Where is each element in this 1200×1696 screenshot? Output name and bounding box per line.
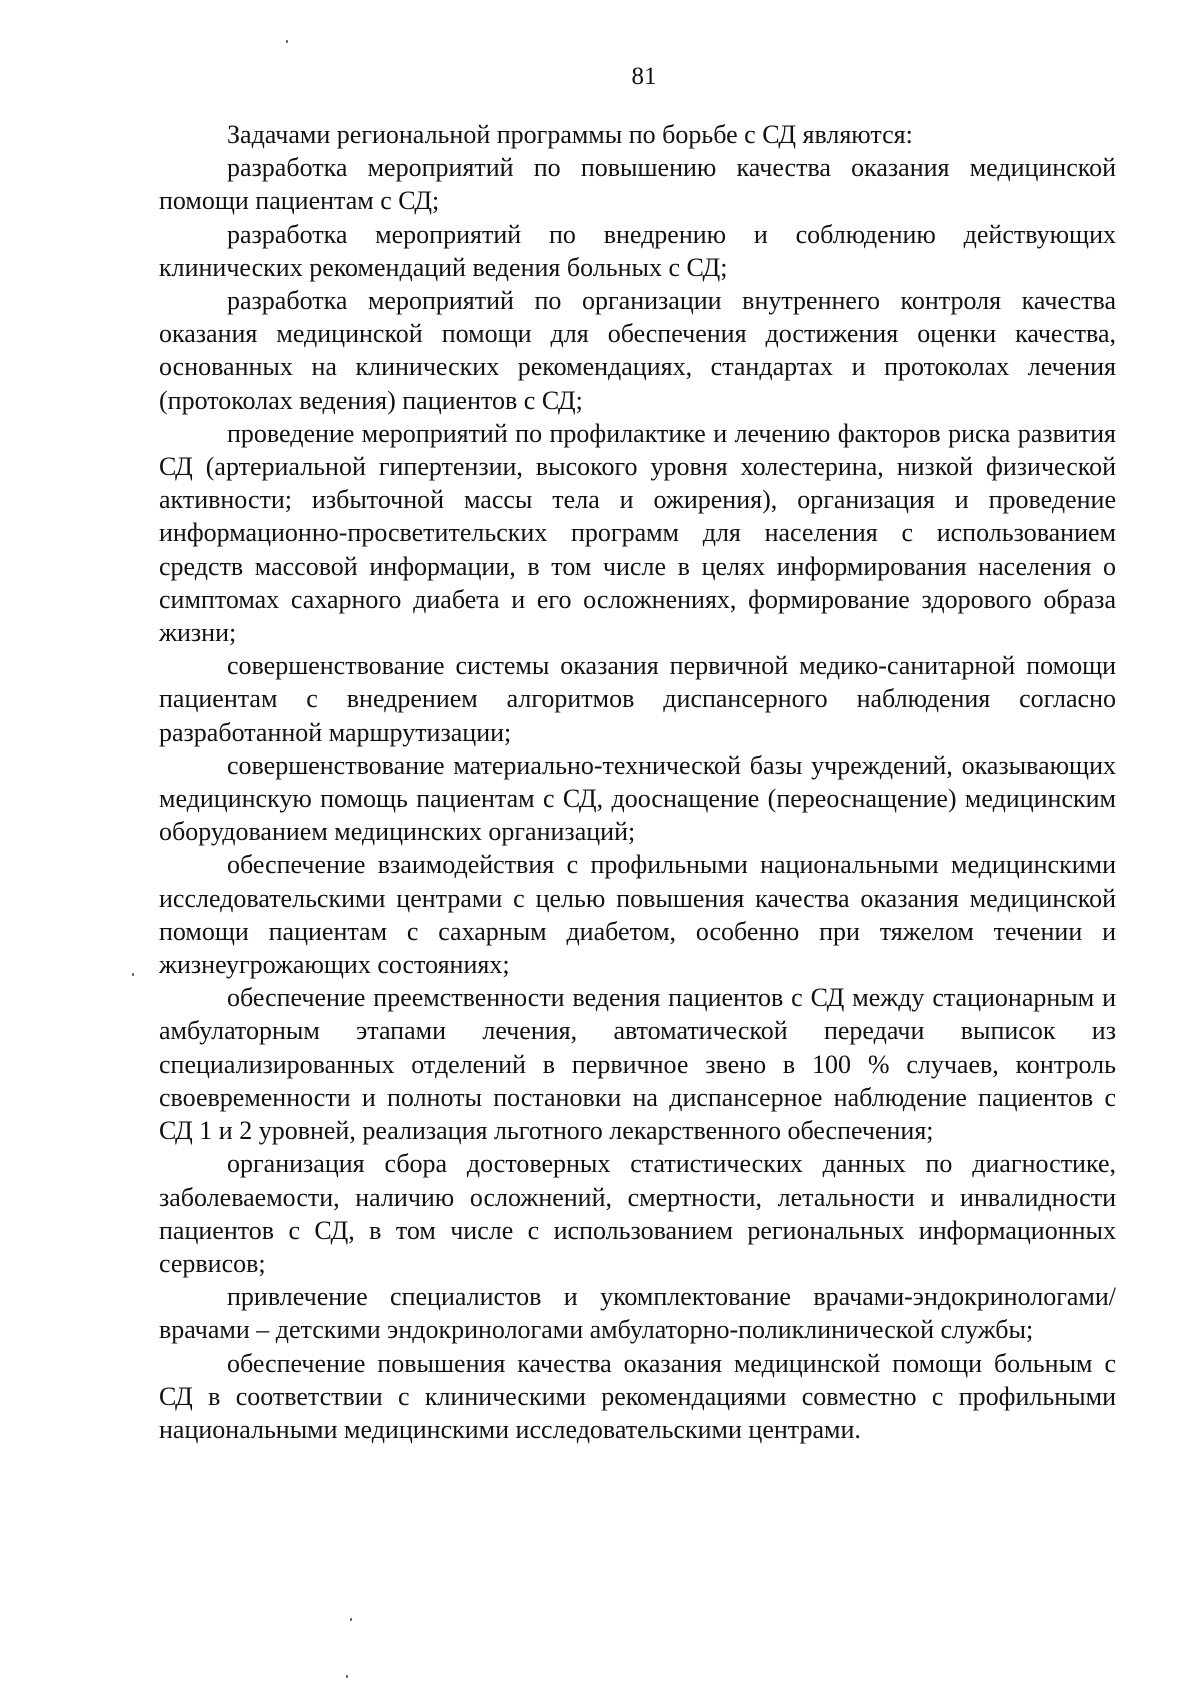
scan-speck: [132, 973, 134, 976]
task-paragraph: разработка мероприятий по внедрению и соблюдению действующих клинических рекомендаций ведения больных с СД;: [159, 219, 1116, 282]
scan-speck: [346, 1675, 348, 1678]
scan-speck: [350, 1618, 352, 1621]
task-paragraph: разработка мероприятий по организации внутреннего контроля качества оказания медицинской помощи для обеспечения достижения оценки качества, основанных на клинических рекомендациях, стандартах и протоколах лечения (протоколах ведения) пациентов с СД;: [159, 286, 1116, 415]
task-paragraph: совершенствование материально-технической базы учреждений, оказывающих медицинскую помощь пациентам с СД, дооснащение (переоснащение) медицинским оборудованием медицинских организаций;: [159, 750, 1116, 847]
task-paragraph: обеспечение взаимодействия с профильными национальными медицинскими исследовательскими центрами с целью повышения качества оказания медицинской помощи пациентам с сахарным диабетом, особенно при тяжелом течении и жизнеугрожающих состояниях;: [159, 850, 1116, 980]
document-body: [159, 118, 1116, 1446]
task-paragraph: привлечение специалистов и укомплектование врачами-эндокринологами/ врачами – детскими эндокринологами амбулаторно-поликлинической службы;: [159, 1282, 1116, 1345]
page-number: 81: [631, 63, 657, 90]
scan-speck: [286, 40, 288, 43]
intro-paragraph: Задачами региональной программы по борьбе с СД являются:: [227, 120, 913, 149]
task-paragraph: организация сбора достоверных статистических данных по диагностике, заболеваемости, наличию осложнений, смертности, летальности и инвалидности пациентов с СД, в том числе с использованием региональных информационных сервисов;: [159, 1149, 1116, 1278]
task-paragraph: обеспечение преемственности ведения пациентов с СД между стационарным и амбулаторным этапами лечения, автоматической передачи выписок из специализированных отделений в первичное звено в 100 % случаев, контроль своевременности и полноты постановки на диспансерное наблюдение пациентов с СД 1 и 2 уровней, реализация льготного лекарственного обеспечения;: [159, 983, 1116, 1146]
task-paragraph: разработка мероприятий по повышению качества оказания медицинской помощи пациентам с СД;: [159, 153, 1116, 216]
task-paragraph: обеспечение повышения качества оказания медицинской помощи больным с СД в соответствии с клиническими рекомендациями совместно с профильными национальными медицинскими исследовательскими центрами.: [159, 1348, 1116, 1444]
task-paragraph: совершенствование системы оказания первичной медико-санитарной помощи пациентам с внедрением алгоритмов диспансерного наблюдения согласно разработанной маршрутизации;: [159, 651, 1116, 747]
task-paragraph: проведение мероприятий по профилактике и лечению факторов риска развития СД (артериальной гипертензии, высокого уровня холестерина, низкой физической активности; избыточной массы тела и ожирения), организация и проведение информационно-просветительских программ для населения с использованием средств массовой информации, в том числе в целях информирования населения о симптомах сахарного диабета и его осложнениях, формирование здорового образа жизни;: [159, 418, 1116, 648]
